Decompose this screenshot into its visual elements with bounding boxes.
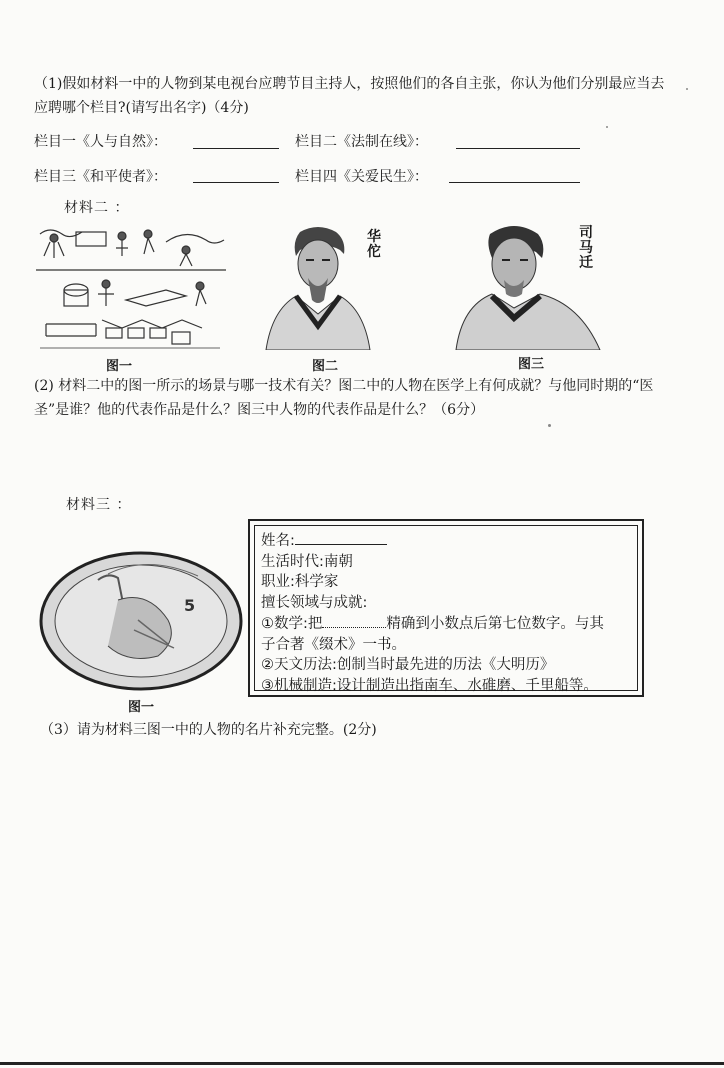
sima-qian-name-label: 司马迁 — [579, 225, 593, 271]
card-math-blank[interactable] — [322, 613, 386, 628]
column-3-row — [34, 166, 167, 186]
question-1-text: （1)假如材料一中的人物到某电视台应聘节目主持人，按照他们的各自主张，你认为他们分别最应当去应聘哪个栏目?(请写出名字)（4分) — [34, 76, 665, 116]
column-2-label: 栏目二《法制在线》： — [295, 134, 428, 150]
column-3-label: 栏目三《和平使者》： — [34, 169, 167, 185]
papermaking-scene-image — [36, 224, 228, 352]
card-math-line-2: 子合著《缀术》一书。 — [261, 636, 406, 653]
card-math-prefix: ①数学:把 — [261, 616, 323, 632]
card-math-line — [261, 613, 631, 635]
column-4-answer-blank[interactable] — [449, 168, 580, 183]
question-2-text: (2) 材料二中的图一所示的场景与哪一技术有关？图二中的人物在医学上有何成就？与他同时期的“医圣”是谁？他的代表作品是什么？图三中人物的代表作品是什么？（6分） — [34, 378, 654, 418]
card-astronomy: ②天文历法:创制当时最先进的历法《大明历》 — [261, 657, 555, 673]
card-name-line — [261, 530, 631, 552]
column-2-row — [295, 131, 428, 151]
scan-speck — [548, 424, 551, 427]
scan-speck — [686, 88, 688, 90]
material-2-label: 材料二 ： — [64, 200, 130, 216]
material-3-label: 材料三 ： — [66, 497, 132, 513]
card-era: 生活时代:南朝 — [261, 553, 353, 570]
column-4-row — [295, 166, 428, 186]
card-fields: 擅长领域与成就: — [261, 594, 368, 611]
column-3-answer-blank[interactable] — [193, 168, 279, 183]
column-1-label: 栏目一《人与自然》： — [34, 134, 167, 150]
material-2-figure-2-caption: 图二 — [312, 359, 339, 374]
hua-tuo-portrait-image — [258, 226, 378, 350]
card-machinery: ③机械制造:设计制造出指南车、水碓磨、千里船等。 — [261, 677, 598, 694]
page-bottom-border — [0, 1062, 724, 1065]
card-name-label: 姓名: — [261, 533, 295, 549]
column-4-label: 栏目四《关爱民生》： — [295, 169, 428, 185]
card-name-blank[interactable] — [295, 530, 387, 545]
name-card-inner — [254, 525, 638, 694]
card-job: 职业:科学家 — [261, 574, 339, 590]
material-2-figure-3-caption: 图三 — [518, 357, 545, 372]
question-3-text: （3）请为材料三图一中的人物的名片补充完整。(2分) — [40, 722, 377, 738]
material-3-figure-1-caption: 图一 — [128, 700, 155, 715]
name-card — [248, 519, 644, 697]
stamp-image — [38, 550, 244, 692]
column-1-answer-blank[interactable] — [193, 134, 279, 149]
scan-speck — [606, 126, 608, 128]
stamp-value-label: 5 — [184, 596, 196, 615]
column-1-row — [34, 131, 167, 151]
column-2-answer-blank[interactable] — [456, 134, 580, 149]
card-math-suffix: 精确到小数点后第七位数字。与其 — [386, 616, 604, 632]
material-2-figure-1-caption: 图一 — [106, 359, 133, 374]
hua-tuo-name-label: 华佗 — [367, 229, 381, 260]
